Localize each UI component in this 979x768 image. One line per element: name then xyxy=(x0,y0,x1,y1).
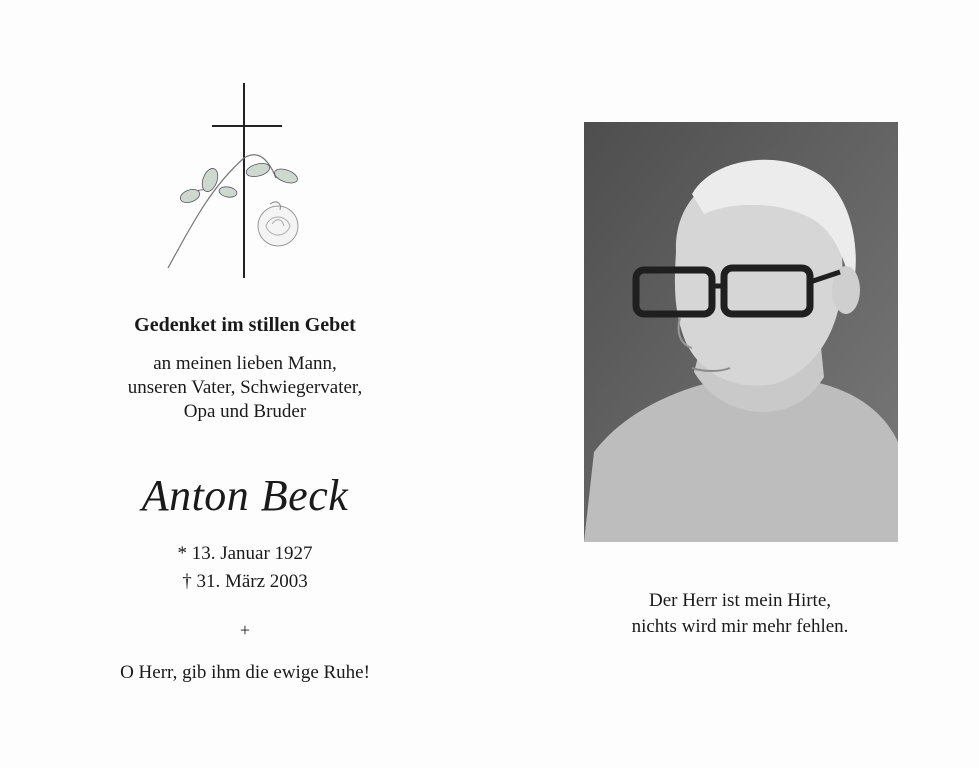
dedication-line: an meinen lieben Mann, xyxy=(153,353,337,374)
life-dates xyxy=(60,540,430,596)
portrait-illustration xyxy=(584,122,898,542)
cross-with-rose-icon xyxy=(150,78,330,288)
prayer-heading: Gedenket im stillen Gebet xyxy=(134,314,356,336)
death-date: † 31. März 2003 xyxy=(182,571,308,592)
dedication-line: Opa und Bruder xyxy=(183,401,307,422)
portrait-photo xyxy=(584,122,898,542)
birth-date: * 13. Januar 1927 xyxy=(177,543,313,564)
dedication-text xyxy=(60,352,430,424)
bible-verse xyxy=(560,588,920,640)
deceased-name: Anton Beck xyxy=(141,471,349,520)
verse-line: Der Herr ist mein Hirte, xyxy=(648,590,832,611)
verse-line: nichts wird mir mehr fehlen. xyxy=(631,616,849,637)
separator-cross: + xyxy=(239,620,251,640)
closing-prayer: O Herr, gib ihm die ewige Ruhe! xyxy=(120,662,370,683)
dedication-line: unseren Vater, Schwiegervater, xyxy=(127,377,363,398)
